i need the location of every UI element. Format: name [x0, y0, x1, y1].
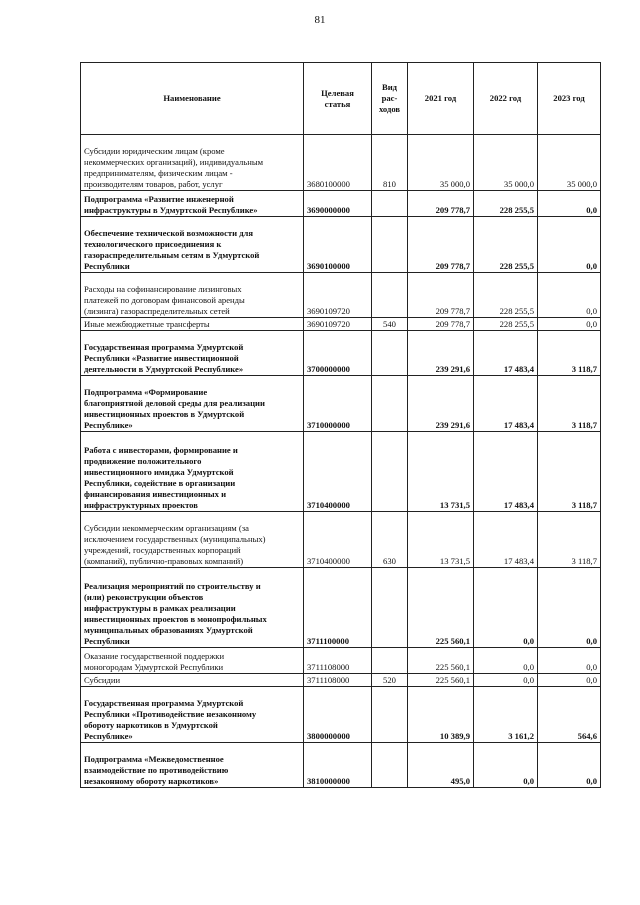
- row-name-line: технологического присоединения к: [84, 239, 222, 249]
- row-name-line: (компаний), публично-правовых компаний): [84, 556, 244, 566]
- table-row: [81, 273, 601, 318]
- row-name: [81, 568, 304, 648]
- row-name-line: Государственная программа Удмуртской: [84, 342, 244, 352]
- row-name-line: Республики, содействие в организации: [84, 478, 236, 488]
- row-amount-2022: 228 255,5: [474, 191, 538, 217]
- table-row: [81, 674, 601, 687]
- row-amount-2023: 3 118,7: [538, 512, 601, 568]
- row-amount-2021: 209 778,7: [408, 273, 474, 318]
- row-name-line: Республики: [84, 261, 130, 271]
- table-row: [81, 318, 601, 331]
- row-target-code: 3711108000: [304, 648, 372, 674]
- row-amount-2022: 0,0: [474, 743, 538, 788]
- row-name-line: Республике»: [84, 731, 133, 741]
- row-amount-2023: 0,0: [538, 191, 601, 217]
- row-amount-2023: 0,0: [538, 568, 601, 648]
- row-name-line: инвестиционных проектов в Удмуртской: [84, 409, 245, 419]
- row-expense-type: 540: [372, 318, 408, 331]
- row-name-line: Работа с инвесторами, формирование и: [84, 445, 238, 455]
- row-name-line: Подпрограмма «Формирование: [84, 387, 208, 397]
- row-target-code: 3810000000: [304, 743, 372, 788]
- row-name: [81, 512, 304, 568]
- row-name-line: инфраструктуры в рамках реализации: [84, 603, 236, 613]
- row-name-line: финансирования инвестиционных и: [84, 489, 227, 499]
- row-name-line: Подпрограмма «Развитие инженерной: [84, 194, 234, 204]
- row-expense-type: [372, 648, 408, 674]
- row-amount-2022: 17 483,4: [474, 432, 538, 512]
- table-body: [81, 135, 601, 788]
- row-amount-2021: 209 778,7: [408, 191, 474, 217]
- row-amount-2022: 228 255,5: [474, 273, 538, 318]
- row-name-line: (лизинга) газораспределительных сетей: [84, 306, 230, 316]
- row-target-code: 3690109720: [304, 273, 372, 318]
- row-amount-2021: 495,0: [408, 743, 474, 788]
- row-target-code: 3800000000: [304, 687, 372, 743]
- row-name-line: Республики «Противодействие незаконному: [84, 709, 257, 719]
- header-name: Наименование: [81, 63, 304, 135]
- row-name-line: Расходы на софинансирование лизинговых: [84, 284, 242, 294]
- table-row: [81, 135, 601, 191]
- row-amount-2023: 3 118,7: [538, 331, 601, 376]
- row-amount-2022: 3 161,2: [474, 687, 538, 743]
- row-name-line: инвестиционных проектов в монопрофильных: [84, 614, 267, 624]
- row-name: [81, 331, 304, 376]
- row-name: [81, 217, 304, 273]
- row-name-line: производителям товаров, работ, услуг: [84, 179, 223, 189]
- header-expense-type: Вид рас- ходов: [372, 63, 408, 135]
- row-name-line: моногородам Удмуртской Республики: [84, 662, 224, 672]
- row-target-code: 3710400000: [304, 432, 372, 512]
- row-name-line: инвестиционного имиджа Удмуртской: [84, 467, 234, 477]
- row-amount-2023: 0,0: [538, 674, 601, 687]
- row-name-line: Оказание государственной поддержки: [84, 651, 225, 661]
- row-name-line: (или) реконструкции объектов: [84, 592, 204, 602]
- row-target-code: 3690109720: [304, 318, 372, 331]
- row-amount-2022: 228 255,5: [474, 217, 538, 273]
- row-amount-2021: 209 778,7: [408, 318, 474, 331]
- row-name-line: Республики «Развитие инвестиционной: [84, 353, 239, 363]
- row-name-line: благоприятной деловой среды для реализации: [84, 398, 265, 408]
- row-name-line: Реализация мероприятий по строительству и: [84, 581, 261, 591]
- row-name-line: деятельности в Удмуртской Республике»: [84, 364, 244, 374]
- row-name: [81, 648, 304, 674]
- table-row: [81, 512, 601, 568]
- row-name-line: обороту наркотиков в Удмуртской: [84, 720, 218, 730]
- row-name: [81, 191, 304, 217]
- row-name-line: Обеспечение технической возможности для: [84, 228, 254, 238]
- header-2022: 2022 год: [474, 63, 538, 135]
- row-name-line: Иные межбюджетные трансферты: [84, 319, 210, 329]
- row-name-line: Государственная программа Удмуртской: [84, 698, 244, 708]
- row-amount-2023: 35 000,0: [538, 135, 601, 191]
- row-name: [81, 687, 304, 743]
- row-name-line: газораспределительным сетям в Удмуртской: [84, 250, 260, 260]
- row-name: [81, 376, 304, 432]
- row-name-line: исключением государственных (муниципальных): [84, 534, 266, 544]
- row-name-line: Подпрограмма «Межведомственное: [84, 754, 224, 764]
- row-expense-type: [372, 743, 408, 788]
- row-amount-2021: 239 291,6: [408, 331, 474, 376]
- row-name: [81, 432, 304, 512]
- row-amount-2022: 0,0: [474, 674, 538, 687]
- row-amount-2021: 10 389,9: [408, 687, 474, 743]
- row-name-line: некоммерческих организаций), индивидуальным: [84, 157, 264, 167]
- row-name-line: продвижение положительного: [84, 456, 202, 466]
- row-target-code: 3680100000: [304, 135, 372, 191]
- table-row: [81, 648, 601, 674]
- row-amount-2021: 225 560,1: [408, 674, 474, 687]
- header-2023: 2023 год: [538, 63, 601, 135]
- row-name-line: Субсидии: [84, 675, 121, 685]
- table-row: [81, 376, 601, 432]
- row-name: [81, 743, 304, 788]
- row-expense-type: 810: [372, 135, 408, 191]
- table-row: [81, 743, 601, 788]
- row-target-code: 3711108000: [304, 674, 372, 687]
- row-target-code: 3690100000: [304, 217, 372, 273]
- row-name-line: Субсидии юридическим лицам (кроме: [84, 146, 225, 156]
- row-target-code: 3710000000: [304, 376, 372, 432]
- row-amount-2022: 0,0: [474, 568, 538, 648]
- row-target-code: 3700000000: [304, 331, 372, 376]
- row-expense-type: [372, 191, 408, 217]
- row-name-line: платежей по договорам финансовой аренды: [84, 295, 245, 305]
- row-name: [81, 318, 304, 331]
- row-amount-2021: 239 291,6: [408, 376, 474, 432]
- row-expense-type: [372, 376, 408, 432]
- row-expense-type: [372, 687, 408, 743]
- row-expense-type: [372, 273, 408, 318]
- row-name-line: Республике»: [84, 420, 133, 430]
- row-amount-2023: 564,6: [538, 687, 601, 743]
- row-expense-type: 630: [372, 512, 408, 568]
- row-expense-type: [372, 217, 408, 273]
- row-expense-type: [372, 568, 408, 648]
- row-amount-2023: 0,0: [538, 217, 601, 273]
- table-row: [81, 568, 601, 648]
- row-amount-2021: 225 560,1: [408, 568, 474, 648]
- row-name-line: муниципальных образованиях Удмуртской: [84, 625, 253, 635]
- row-amount-2023: 0,0: [538, 743, 601, 788]
- table-row: [81, 432, 601, 512]
- row-name: [81, 674, 304, 687]
- row-name-line: взаимодействие по противодействию: [84, 765, 229, 775]
- row-name: [81, 273, 304, 318]
- row-target-code: 3690000000: [304, 191, 372, 217]
- row-amount-2021: 13 731,5: [408, 432, 474, 512]
- row-expense-type: [372, 331, 408, 376]
- row-name-line: учреждений, государственных корпораций: [84, 545, 241, 555]
- row-amount-2021: 13 731,5: [408, 512, 474, 568]
- row-name-line: Субсидии некоммерческим организациям (за: [84, 523, 249, 533]
- table-row: [81, 331, 601, 376]
- row-amount-2022: 17 483,4: [474, 331, 538, 376]
- row-amount-2022: 17 483,4: [474, 512, 538, 568]
- table-row: [81, 191, 601, 217]
- row-name-line: инфраструктуры в Удмуртской Республике»: [84, 205, 258, 215]
- row-amount-2021: 225 560,1: [408, 648, 474, 674]
- row-expense-type: [372, 432, 408, 512]
- row-amount-2023: 0,0: [538, 318, 601, 331]
- header-code: Целевая статья: [304, 63, 372, 135]
- row-amount-2021: 209 778,7: [408, 217, 474, 273]
- row-name-line: незаконному обороту наркотиков»: [84, 776, 219, 786]
- table-row: [81, 687, 601, 743]
- row-name: [81, 135, 304, 191]
- row-amount-2023: 3 118,7: [538, 376, 601, 432]
- row-amount-2022: 35 000,0: [474, 135, 538, 191]
- row-amount-2023: 0,0: [538, 648, 601, 674]
- page-number: 81: [314, 14, 326, 26]
- header-2021: 2021 год: [408, 63, 474, 135]
- row-name-line: инфраструктурных проектов: [84, 500, 198, 510]
- table-row: [81, 217, 601, 273]
- row-amount-2023: 0,0: [538, 273, 601, 318]
- row-amount-2022: 228 255,5: [474, 318, 538, 331]
- row-target-code: 3710400000: [304, 512, 372, 568]
- row-expense-type: 520: [372, 674, 408, 687]
- row-amount-2023: 3 118,7: [538, 432, 601, 512]
- table-header-row: [81, 63, 601, 135]
- row-amount-2021: 35 000,0: [408, 135, 474, 191]
- row-target-code: 3711100000: [304, 568, 372, 648]
- budget-table: [80, 62, 601, 788]
- row-amount-2022: 0,0: [474, 648, 538, 674]
- row-amount-2022: 17 483,4: [474, 376, 538, 432]
- row-name-line: Республики: [84, 636, 130, 646]
- row-name-line: предпринимателям, физическим лицам -: [84, 168, 233, 178]
